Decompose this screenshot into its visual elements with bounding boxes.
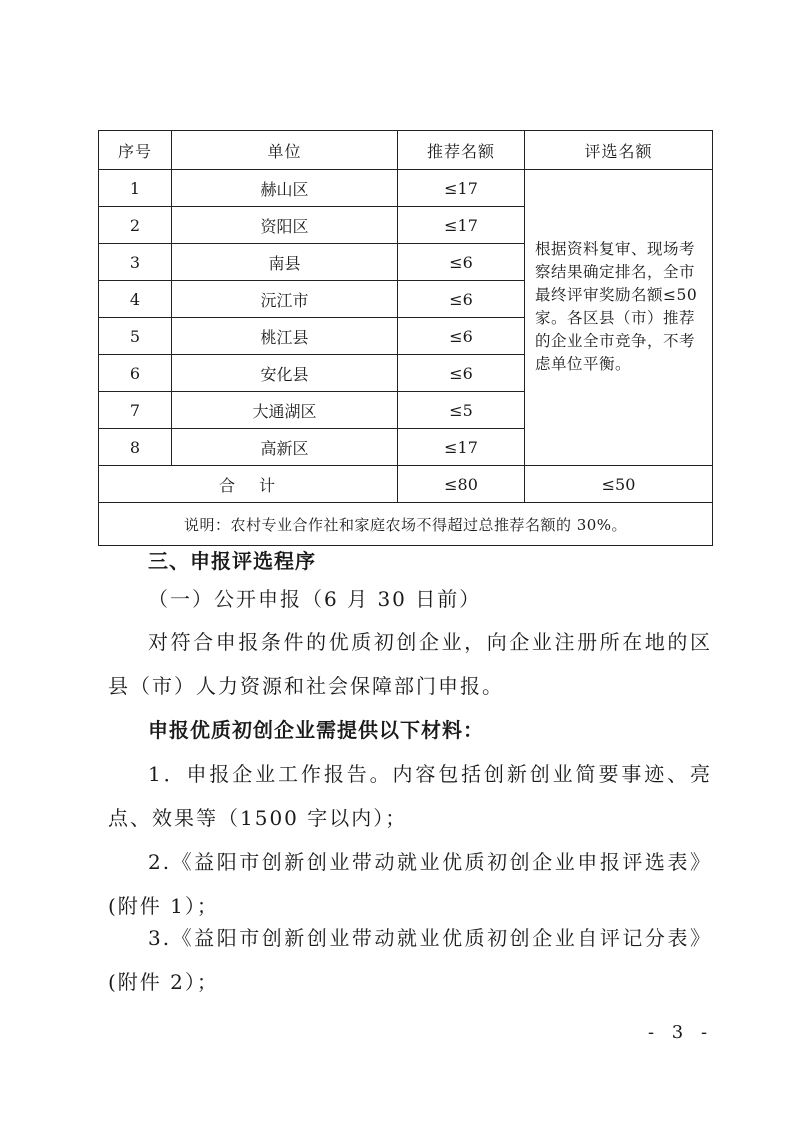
row-unit: 赫山区 xyxy=(172,170,398,207)
total-recommended-quota: ≤80 xyxy=(398,466,525,503)
subheading-public-application: （一）公开申报（6 月 30 日前） xyxy=(148,587,482,611)
selection-remark-cell: 根据资料复审、现场考察结果确定排名，全市最终评审奖励名额≤50 家。各区县（市）推荐的企业全市竞争，不考虑单位平衡。 xyxy=(525,170,713,466)
row-unit: 桃江县 xyxy=(172,318,398,355)
row-serial-number: 8 xyxy=(99,429,172,466)
row-unit: 安化县 xyxy=(172,355,398,392)
row-quota: ≤17 xyxy=(398,170,525,207)
row-serial-number: 6 xyxy=(99,355,172,392)
paragraph-application-target: 对符合申报条件的优质初创企业，向企业注册所在地的区县（市）人力资源和社会保障部门申报。 xyxy=(108,630,712,698)
total-label-char-1: 合 xyxy=(218,475,237,495)
material-item-3: 3.《益阳市创新创业带动就业优质初创企业自评记分表》(附件 2）； xyxy=(108,926,712,994)
table-header-row xyxy=(99,131,713,170)
total-label-char-2: 计 xyxy=(258,475,277,495)
material-item-2: 2.《益阳市创新创业带动就业优质初创企业申报评选表》(附件 1）； xyxy=(108,850,712,918)
row-quota: ≤17 xyxy=(398,207,525,244)
row-quota: ≤6 xyxy=(398,244,525,281)
row-quota: ≤6 xyxy=(398,318,525,355)
note-row xyxy=(99,503,713,546)
row-quota: ≤17 xyxy=(398,429,525,466)
row-unit: 大通湖区 xyxy=(172,392,398,429)
quota-allocation-table xyxy=(98,130,713,546)
row-serial-number: 5 xyxy=(99,318,172,355)
table-note: 说明：农村专业合作社和家庭农场不得超过总推荐名额的 30%。 xyxy=(99,503,713,546)
row-quota: ≤5 xyxy=(398,392,525,429)
header-selection-quota: 评选名额 xyxy=(525,131,713,170)
row-serial-number: 3 xyxy=(99,244,172,281)
page-number: - 3 - xyxy=(648,1022,714,1043)
section-heading: 三、申报评选程序 xyxy=(148,549,316,573)
row-unit: 高新区 xyxy=(172,429,398,466)
row-unit: 南县 xyxy=(172,244,398,281)
material-item-1: 1．申报企业工作报告。内容包括创新创业简要事迹、亮点、效果等（1500 字以内）； xyxy=(108,762,712,830)
row-quota: ≤6 xyxy=(398,281,525,318)
table-row xyxy=(99,170,713,207)
total-row xyxy=(99,466,713,503)
row-serial-number: 4 xyxy=(99,281,172,318)
total-label xyxy=(99,466,398,503)
row-serial-number: 7 xyxy=(99,392,172,429)
header-recommended-quota: 推荐名额 xyxy=(398,131,525,170)
row-unit: 沅江市 xyxy=(172,281,398,318)
header-unit: 单位 xyxy=(172,131,398,170)
total-selection-quota: ≤50 xyxy=(525,466,713,503)
row-unit: 资阳区 xyxy=(172,207,398,244)
row-quota: ≤6 xyxy=(398,355,525,392)
header-serial-number: 序号 xyxy=(99,131,172,170)
materials-heading: 申报优质初创企业需提供以下材料： xyxy=(148,718,484,742)
row-serial-number: 2 xyxy=(99,207,172,244)
row-serial-number: 1 xyxy=(99,170,172,207)
